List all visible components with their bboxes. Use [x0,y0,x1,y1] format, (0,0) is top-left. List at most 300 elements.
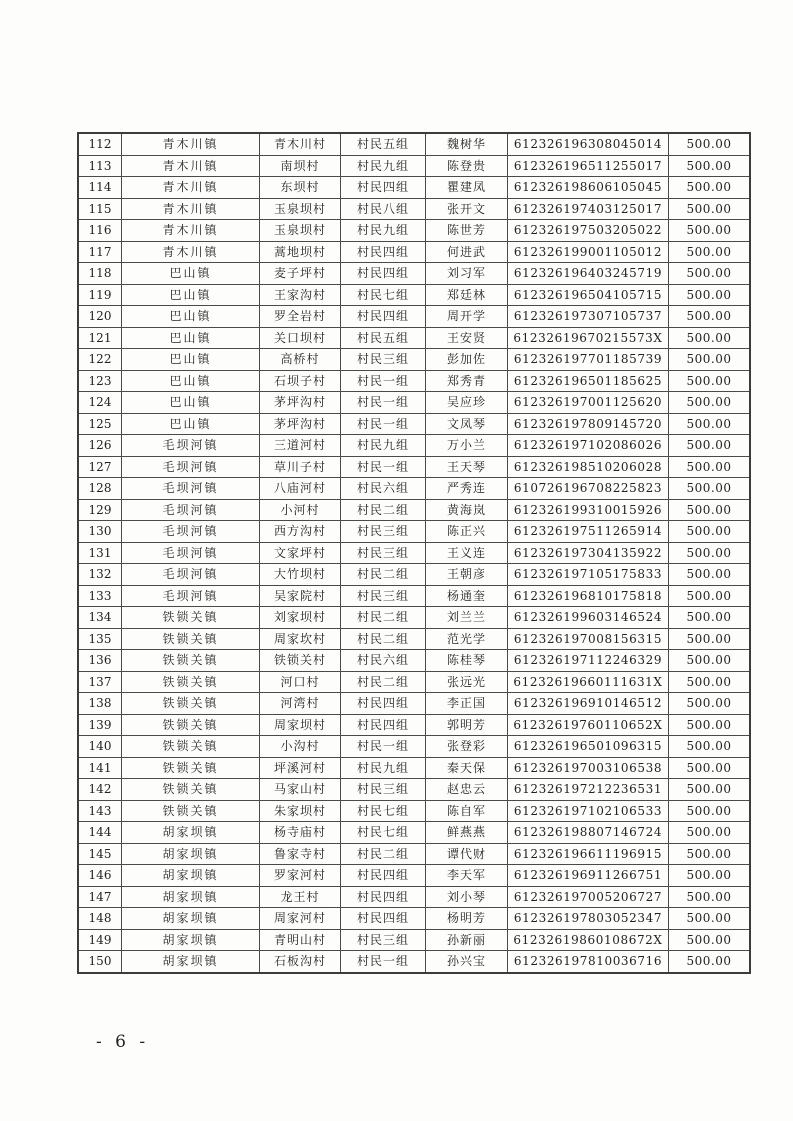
table-row [78,177,750,199]
cell-index: 145 [78,843,122,865]
cell-name: 王安贤 [426,327,508,349]
cell-town: 毛坝河镇 [122,521,260,543]
cell-amount: 500.00 [669,327,751,349]
cell-index: 123 [78,370,122,392]
cell-name: 王义连 [426,542,508,564]
cell-town: 毛坝河镇 [122,499,260,521]
cell-name: 万小兰 [426,435,508,457]
cell-group: 村民四组 [341,886,426,908]
cell-amount: 500.00 [669,241,751,263]
cell-index: 133 [78,585,122,607]
table-row [78,628,750,650]
cell-group: 村民一组 [341,392,426,414]
cell-id_number: 612326197809145720 [508,413,669,435]
cell-name: 鲜燕燕 [426,822,508,844]
cell-village: 青明山村 [260,929,341,951]
cell-village: 鲁家寺村 [260,843,341,865]
cell-town: 铁锁关镇 [122,779,260,801]
cell-id_number: 612326197307105737 [508,306,669,328]
cell-index: 144 [78,822,122,844]
cell-village: 玉泉坝村 [260,220,341,242]
table-row [78,779,750,801]
cell-amount: 500.00 [669,521,751,543]
cell-index: 138 [78,693,122,715]
table-row [78,800,750,822]
cell-amount: 500.00 [669,800,751,822]
cell-village: 杨寺庙村 [260,822,341,844]
cell-village: 坪溪河村 [260,757,341,779]
cell-name: 黄海岚 [426,499,508,521]
cell-index: 147 [78,886,122,908]
cell-id_number: 612326197403125017 [508,198,669,220]
cell-village: 罗家河村 [260,865,341,887]
cell-amount: 500.00 [669,757,751,779]
cell-id_number: 612326196911266751 [508,865,669,887]
cell-town: 青木川镇 [122,177,260,199]
cell-village: 茅坪沟村 [260,392,341,414]
cell-amount: 500.00 [669,499,751,521]
cell-name: 李天军 [426,865,508,887]
cell-amount: 500.00 [669,306,751,328]
cell-town: 胡家坝镇 [122,929,260,951]
cell-amount: 500.00 [669,263,751,285]
cell-amount: 500.00 [669,714,751,736]
cell-village: 刘家坝村 [260,607,341,629]
cell-amount: 500.00 [669,585,751,607]
cell-group: 村民四组 [341,865,426,887]
cell-amount: 500.00 [669,865,751,887]
cell-group: 村民七组 [341,800,426,822]
table-row [78,478,750,500]
table-row [78,607,750,629]
cell-amount: 500.00 [669,607,751,629]
table-row [78,757,750,779]
cell-id_number: 612326197102106533 [508,800,669,822]
cell-village: 草川子村 [260,456,341,478]
cell-id_number: 612326196910146512 [508,693,669,715]
cell-name: 陈登贵 [426,155,508,177]
cell-name: 郑秀青 [426,370,508,392]
cell-group: 村民一组 [341,951,426,973]
table-row [78,736,750,758]
table-row [78,327,750,349]
cell-name: 王朝彦 [426,564,508,586]
cell-id_number: 612326197102086026 [508,435,669,457]
cell-village: 河湾村 [260,693,341,715]
cell-name: 严秀连 [426,478,508,500]
cell-name: 杨通奎 [426,585,508,607]
cell-village: 玉泉坝村 [260,198,341,220]
cell-village: 小河村 [260,499,341,521]
cell-name: 郭明芳 [426,714,508,736]
cell-name: 魏树华 [426,133,508,155]
beneficiary-table-body [78,133,750,973]
cell-index: 131 [78,542,122,564]
cell-index: 120 [78,306,122,328]
cell-name: 瞿建凤 [426,177,508,199]
cell-group: 村民四组 [341,693,426,715]
cell-index: 126 [78,435,122,457]
table-row [78,521,750,543]
cell-amount: 500.00 [669,886,751,908]
cell-group: 村民二组 [341,843,426,865]
cell-town: 铁锁关镇 [122,650,260,672]
cell-town: 毛坝河镇 [122,564,260,586]
cell-amount: 500.00 [669,177,751,199]
cell-index: 112 [78,133,122,155]
table-row [78,585,750,607]
cell-index: 136 [78,650,122,672]
cell-name: 王天琴 [426,456,508,478]
cell-amount: 500.00 [669,133,751,155]
cell-amount: 500.00 [669,564,751,586]
cell-village: 周家河村 [260,908,341,930]
cell-id_number: 612326197304135922 [508,542,669,564]
cell-group: 村民五组 [341,327,426,349]
cell-amount: 500.00 [669,736,751,758]
cell-town: 铁锁关镇 [122,757,260,779]
cell-town: 巴山镇 [122,370,260,392]
cell-village: 关口坝村 [260,327,341,349]
cell-index: 129 [78,499,122,521]
cell-id_number: 612326197003106538 [508,757,669,779]
cell-town: 胡家坝镇 [122,865,260,887]
table-row [78,370,750,392]
cell-id_number: 612326197112246329 [508,650,669,672]
cell-amount: 500.00 [669,456,751,478]
cell-index: 148 [78,908,122,930]
cell-village: 小沟村 [260,736,341,758]
cell-id_number: 612326196403245719 [508,263,669,285]
table-row [78,306,750,328]
cell-amount: 500.00 [669,843,751,865]
cell-id_number: 612326197503205022 [508,220,669,242]
table-row [78,714,750,736]
cell-amount: 500.00 [669,542,751,564]
cell-name: 何进武 [426,241,508,263]
cell-index: 142 [78,779,122,801]
cell-town: 胡家坝镇 [122,822,260,844]
table-row [78,650,750,672]
cell-town: 铁锁关镇 [122,714,260,736]
cell-amount: 500.00 [669,478,751,500]
table-row [78,542,750,564]
cell-name: 陈桂琴 [426,650,508,672]
cell-index: 149 [78,929,122,951]
cell-village: 石板沟村 [260,951,341,973]
cell-id_number: 612326198606105045 [508,177,669,199]
cell-group: 村民三组 [341,542,426,564]
cell-name: 彭加佐 [426,349,508,371]
cell-name: 吴应珍 [426,392,508,414]
cell-index: 143 [78,800,122,822]
cell-amount: 500.00 [669,779,751,801]
cell-name: 刘习军 [426,263,508,285]
cell-name: 张登彩 [426,736,508,758]
cell-id_number: 612326196810175818 [508,585,669,607]
cell-town: 毛坝河镇 [122,542,260,564]
table-row [78,564,750,586]
cell-name: 张开文 [426,198,508,220]
cell-group: 村民五组 [341,133,426,155]
cell-group: 村民二组 [341,564,426,586]
table-row [78,284,750,306]
cell-index: 125 [78,413,122,435]
cell-id_number: 612326196501096315 [508,736,669,758]
cell-name: 陈正兴 [426,521,508,543]
cell-town: 胡家坝镇 [122,886,260,908]
cell-id_number: 612326196504105715 [508,284,669,306]
cell-id_number: 612326197212236531 [508,779,669,801]
cell-amount: 500.00 [669,198,751,220]
cell-amount: 500.00 [669,370,751,392]
cell-name: 李正国 [426,693,508,715]
cell-village: 铁锁关村 [260,650,341,672]
cell-index: 137 [78,671,122,693]
cell-amount: 500.00 [669,413,751,435]
cell-group: 村民四组 [341,306,426,328]
cell-group: 村民九组 [341,757,426,779]
table-row [78,133,750,155]
cell-id_number: 61232619860108672X [508,929,669,951]
cell-index: 139 [78,714,122,736]
cell-id_number: 612326197001125620 [508,392,669,414]
cell-amount: 500.00 [669,929,751,951]
table-row [78,198,750,220]
cell-group: 村民一组 [341,370,426,392]
cell-group: 村民六组 [341,650,426,672]
table-row [78,220,750,242]
cell-village: 南坝村 [260,155,341,177]
cell-index: 113 [78,155,122,177]
cell-group: 村民六组 [341,478,426,500]
cell-town: 巴山镇 [122,263,260,285]
cell-amount: 500.00 [669,908,751,930]
cell-index: 118 [78,263,122,285]
cell-town: 铁锁关镇 [122,671,260,693]
cell-id_number: 612326197008156315 [508,628,669,650]
cell-village: 吴家院村 [260,585,341,607]
cell-village: 蒿地坝村 [260,241,341,263]
cell-village: 河口村 [260,671,341,693]
cell-name: 范光学 [426,628,508,650]
cell-index: 124 [78,392,122,414]
cell-group: 村民八组 [341,198,426,220]
cell-town: 巴山镇 [122,327,260,349]
cell-amount: 500.00 [669,822,751,844]
cell-id_number: 612326197701185739 [508,349,669,371]
table-row [78,392,750,414]
table-row [78,499,750,521]
table-row [78,349,750,371]
cell-id_number: 612326196308045014 [508,133,669,155]
cell-index: 134 [78,607,122,629]
cell-id_number: 612326199001105012 [508,241,669,263]
table-row [78,951,750,973]
cell-amount: 500.00 [669,628,751,650]
cell-index: 119 [78,284,122,306]
cell-name: 周开学 [426,306,508,328]
cell-group: 村民九组 [341,220,426,242]
cell-id_number: 612326196501185625 [508,370,669,392]
cell-group: 村民四组 [341,177,426,199]
cell-town: 巴山镇 [122,306,260,328]
cell-town: 铁锁关镇 [122,736,260,758]
cell-name: 陈世芳 [426,220,508,242]
cell-village: 朱家坝村 [260,800,341,822]
cell-id_number: 612326197803052347 [508,908,669,930]
cell-town: 巴山镇 [122,392,260,414]
cell-town: 青木川镇 [122,241,260,263]
cell-name: 文凤琴 [426,413,508,435]
cell-group: 村民三组 [341,585,426,607]
cell-index: 132 [78,564,122,586]
cell-amount: 500.00 [669,693,751,715]
cell-town: 巴山镇 [122,349,260,371]
cell-index: 128 [78,478,122,500]
cell-village: 西方沟村 [260,521,341,543]
cell-amount: 500.00 [669,951,751,973]
cell-id_number: 612326197005206727 [508,886,669,908]
cell-village: 龙王村 [260,886,341,908]
cell-id_number: 61232619760110652X [508,714,669,736]
cell-index: 141 [78,757,122,779]
cell-group: 村民七组 [341,284,426,306]
cell-id_number: 612326197105175833 [508,564,669,586]
cell-index: 116 [78,220,122,242]
cell-town: 铁锁关镇 [122,800,260,822]
table-row [78,908,750,930]
cell-group: 村民七组 [341,822,426,844]
cell-amount: 500.00 [669,284,751,306]
cell-index: 130 [78,521,122,543]
cell-town: 铁锁关镇 [122,607,260,629]
cell-town: 毛坝河镇 [122,585,260,607]
cell-village: 八庙河村 [260,478,341,500]
table-row [78,865,750,887]
cell-town: 铁锁关镇 [122,628,260,650]
cell-village: 麦子坪村 [260,263,341,285]
cell-name: 郑廷林 [426,284,508,306]
cell-index: 114 [78,177,122,199]
cell-village: 茅坪沟村 [260,413,341,435]
cell-group: 村民四组 [341,241,426,263]
cell-village: 罗全岩村 [260,306,341,328]
cell-amount: 500.00 [669,155,751,177]
cell-name: 张远光 [426,671,508,693]
cell-id_number: 612326198807146724 [508,822,669,844]
cell-id_number: 612326199310015926 [508,499,669,521]
cell-name: 谭代财 [426,843,508,865]
cell-group: 村民二组 [341,628,426,650]
cell-id_number: 612326196611196915 [508,843,669,865]
cell-id_number: 612326199603146524 [508,607,669,629]
cell-name: 秦天保 [426,757,508,779]
cell-index: 150 [78,951,122,973]
cell-town: 巴山镇 [122,413,260,435]
cell-amount: 500.00 [669,671,751,693]
cell-id_number: 61232619670215573X [508,327,669,349]
cell-name: 孙兴宝 [426,951,508,973]
cell-village: 大竹坝村 [260,564,341,586]
cell-amount: 500.00 [669,392,751,414]
cell-town: 青木川镇 [122,133,260,155]
table-row [78,241,750,263]
cell-amount: 500.00 [669,650,751,672]
cell-town: 胡家坝镇 [122,843,260,865]
cell-group: 村民四组 [341,908,426,930]
cell-name: 赵忠云 [426,779,508,801]
cell-town: 胡家坝镇 [122,951,260,973]
cell-group: 村民三组 [341,521,426,543]
cell-group: 村民二组 [341,607,426,629]
cell-group: 村民二组 [341,499,426,521]
cell-index: 115 [78,198,122,220]
cell-town: 青木川镇 [122,155,260,177]
cell-group: 村民四组 [341,263,426,285]
cell-index: 117 [78,241,122,263]
cell-index: 140 [78,736,122,758]
cell-amount: 500.00 [669,349,751,371]
cell-town: 胡家坝镇 [122,908,260,930]
cell-group: 村民一组 [341,736,426,758]
cell-index: 121 [78,327,122,349]
cell-village: 周家坎村 [260,628,341,650]
cell-village: 石坝子村 [260,370,341,392]
cell-village: 东坝村 [260,177,341,199]
beneficiary-table [77,132,751,974]
cell-village: 三道河村 [260,435,341,457]
table-row [78,435,750,457]
table-row [78,263,750,285]
cell-id_number: 612326196511255017 [508,155,669,177]
cell-village: 高桥村 [260,349,341,371]
cell-group: 村民一组 [341,456,426,478]
cell-village: 青木川村 [260,133,341,155]
table-row [78,822,750,844]
cell-name: 刘兰兰 [426,607,508,629]
cell-town: 毛坝河镇 [122,435,260,457]
cell-index: 122 [78,349,122,371]
table-row [78,693,750,715]
cell-group: 村民四组 [341,714,426,736]
table-row [78,929,750,951]
table-row [78,155,750,177]
cell-town: 毛坝河镇 [122,456,260,478]
cell-id_number: 612326197810036716 [508,951,669,973]
cell-town: 巴山镇 [122,284,260,306]
cell-village: 马家山村 [260,779,341,801]
cell-town: 青木川镇 [122,198,260,220]
cell-group: 村民九组 [341,435,426,457]
table-row [78,886,750,908]
cell-index: 146 [78,865,122,887]
cell-group: 村民二组 [341,671,426,693]
cell-village: 周家坝村 [260,714,341,736]
cell-id_number: 610726196708225823 [508,478,669,500]
page-number: - 6 - [96,1032,150,1052]
table-row [78,456,750,478]
table-row [78,413,750,435]
cell-village: 王家沟村 [260,284,341,306]
cell-group: 村民三组 [341,779,426,801]
cell-town: 毛坝河镇 [122,478,260,500]
cell-group: 村民一组 [341,413,426,435]
cell-id_number: 612326197511265914 [508,521,669,543]
cell-index: 135 [78,628,122,650]
cell-id_number: 612326198510206028 [508,456,669,478]
cell-index: 127 [78,456,122,478]
